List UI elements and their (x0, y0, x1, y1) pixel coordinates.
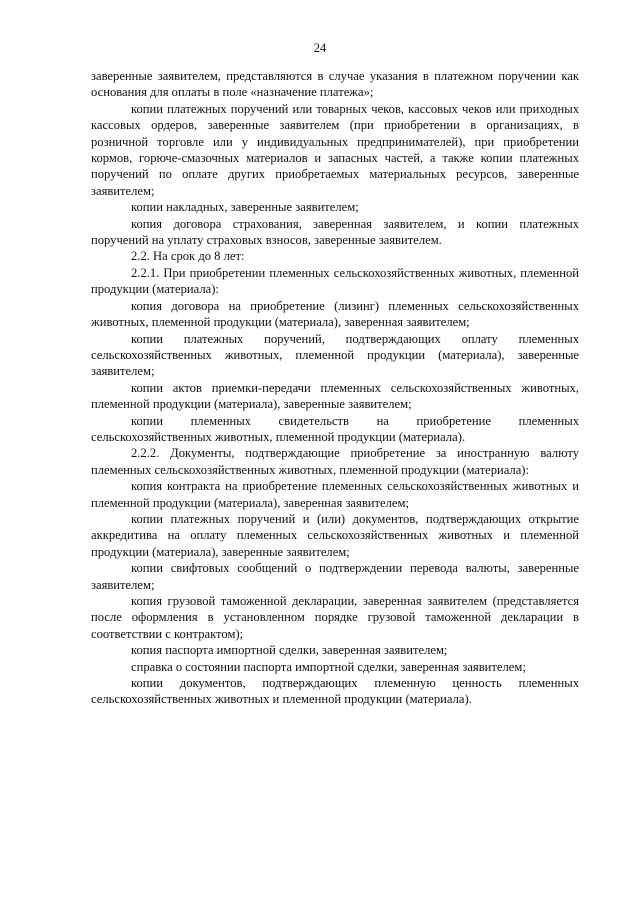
subsection-heading: 2.2.2. Документы, подтверждающие приобретение за иностранную валюту племенных сельскохозяйственных животных, племенной продукции (материала): (91, 446, 579, 477)
section-heading: 2.2. На срок до 8 лет: (131, 249, 245, 264)
paragraph: копии платежных поручений, подтверждающих оплату племенных сельскохозяйственных животных, племенной продукции (материала), заверенные заявителем; (91, 331, 579, 379)
paragraph: копия грузовой таможенной декларации, заверенная заявителем (представляется после оформления в установленном порядке грузовой таможенной декларации в соответствии с контрактом); (91, 594, 579, 641)
document-body (91, 68, 579, 708)
paragraph: копии платежных поручений или товарных чеков, кассовых чеков или приходных кассовых ордеров, заверенные заявителем (при приобретении в организациях, в розничной торговле или у индивидуальных предпринимателей), при приобретении кормов, горюче-смазочных материалов и запасных частей, а также копии платежных поручений по оплате других приобретаемых материальных ресурсов, заверенные заявителем; (91, 101, 579, 198)
paragraph: копии актов приемки-передачи племенных сельскохозяйственных животных, племенной продукции (материала), заверенные заявителем; (91, 380, 579, 412)
paragraph: справка о состоянии паспорта импортной сделки, заверенная заявителем; (131, 659, 526, 674)
paragraph: копии племенных свидетельств на приобретение племенных сельскохозяйственных животных, племенной продукции (материала). (91, 413, 579, 444)
page-number: 24 (313, 41, 327, 55)
paragraph: копии документов, подтверждающих племенную ценность племенных сельскохозяйственных животных и племенной продукции (материала). (91, 676, 579, 707)
paragraph: копия договора страхования, заверенная заявителем, и копии платежных поручений на уплату страховых взносов, заверенные заявителем. (91, 216, 579, 248)
paragraph: копии платежных поручений и (или) документов, подтверждающих открытие аккредитива на оплату племенных сельскохозяйственных животных и племенной продукции (материала), заверенные заявителем; (91, 511, 579, 559)
paragraph: заверенные заявителем, представляются в случае указания в платежном поручении как основания для оплаты в поле «назначение платежа»; (91, 69, 579, 100)
paragraph: копия договора на приобретение (лизинг) племенных сельскохозяйственных животных, племенной продукции (материала), заверенная заявителем; (91, 298, 579, 330)
paragraph: копия контракта на приобретение племенных сельскохозяйственных животных и племенной продукции (материала), заверенная заявителем; (91, 479, 579, 510)
paragraph: копия паспорта импортной сделки, заверенная заявителем; (131, 643, 448, 658)
paragraph: копии накладных, заверенные заявителем; (131, 200, 359, 215)
subsection-heading: 2.2.1. При приобретении племенных сельскохозяйственных животных, племенной продукции (материала): (91, 265, 579, 297)
paragraph: копии свифтовых сообщений о подтверждении перевода валюты, заверенные заявителем; (91, 561, 579, 592)
